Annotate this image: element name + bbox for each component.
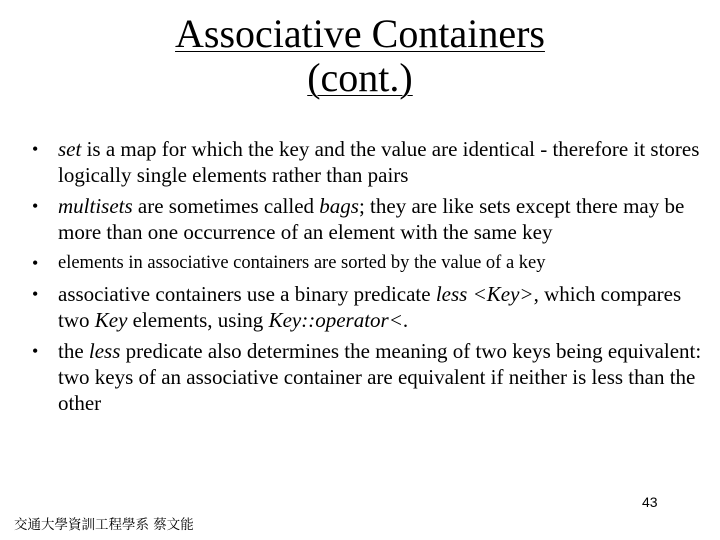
bullet-icon: •	[32, 139, 39, 159]
term-set: set	[58, 137, 82, 161]
term-key-operator: Key::operator<	[268, 308, 403, 332]
slide-title	[0, 12, 720, 100]
bullet-icon: •	[32, 284, 39, 304]
bullet-item-sorted	[30, 250, 705, 276]
bullet-text: .	[402, 308, 409, 332]
bullet-text: ; they are like sets except there may be more than one occurrence of an element with the same key	[58, 194, 685, 244]
bullet-item-set	[30, 136, 705, 188]
bullet-text: elements in associative containers are sorted by the value of a key	[58, 253, 546, 273]
slide-title-line1: Associative Containers	[175, 11, 545, 56]
term-less: less	[88, 339, 121, 363]
bullet-icon: •	[32, 341, 39, 361]
bullet-list	[30, 136, 705, 421]
footer-affiliation: 交通大學資訓工程學系 蔡文能	[14, 517, 194, 533]
bullet-item-predicate	[30, 281, 705, 333]
bullet-item-equivalent	[30, 338, 705, 416]
bullet-text: predicate also determines the meaning of two keys being equivalent: two keys of an associative container are equivalent if neither is less than the other	[58, 339, 702, 415]
bullet-icon: •	[32, 253, 39, 273]
term-multisets: multisets	[58, 194, 133, 218]
bullet-text: , which compares two	[58, 282, 682, 332]
term-bags: bags	[319, 194, 359, 218]
bullet-text: are sometimes called	[132, 194, 320, 218]
term-less-key: less <Key>	[435, 282, 534, 306]
bullet-text: the	[58, 339, 89, 363]
bullet-text: associative containers use a binary predicate	[58, 282, 436, 306]
bullet-text: elements, using	[127, 308, 269, 332]
term-key: Key	[94, 308, 128, 332]
bullet-item-multisets	[30, 193, 705, 245]
bullet-icon: •	[32, 196, 39, 216]
bullet-text: is a map for which the key and the value are identical - therefore it stores logically single elements rather than pairs	[58, 137, 700, 187]
slide-title-line2: (cont.)	[307, 55, 413, 100]
page-number: 43	[642, 494, 658, 510]
